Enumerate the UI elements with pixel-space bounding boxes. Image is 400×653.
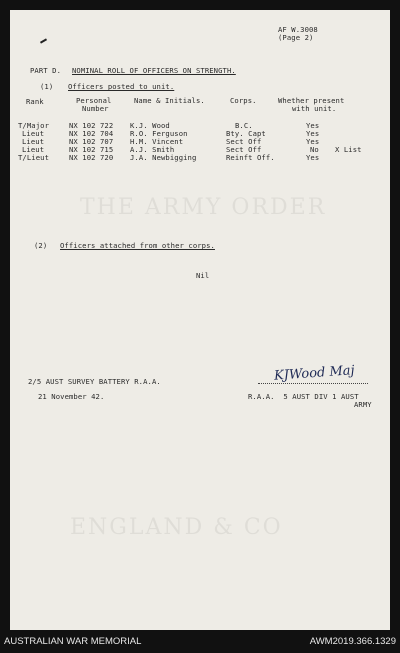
org-line1: R.A.A. 5 AUST DIV 1 AUST xyxy=(248,392,359,401)
row-corps: Sect Off xyxy=(226,137,262,146)
row-name: H.M. Vincent xyxy=(130,137,184,146)
row-number: NX 102 715 xyxy=(69,145,114,154)
signature: KJWood Maj xyxy=(273,363,356,384)
row-present: Yes xyxy=(306,137,320,146)
row-rank: Lieut xyxy=(22,137,45,146)
section1-number: (1) xyxy=(40,82,54,91)
document-date: 21 November 42. xyxy=(38,392,105,401)
row-rank: T/Major xyxy=(18,121,49,130)
org-line2: ARMY xyxy=(354,400,372,409)
row-number: NX 102 704 xyxy=(69,129,114,138)
row-present: Yes xyxy=(306,121,320,130)
section2-value: Nil xyxy=(196,271,210,280)
row-name: A.J. Smith xyxy=(130,145,175,154)
form-code: AF W.3008 xyxy=(278,25,318,34)
section1-title: Officers posted to unit. xyxy=(68,82,175,91)
header-personal: Personal xyxy=(76,96,112,105)
footer-accession: AWM2019.366.1329 xyxy=(309,636,396,647)
row-number: NX 102 720 xyxy=(69,153,114,162)
row-number: NX 102 707 xyxy=(69,137,114,146)
row-name: K.J. Wood xyxy=(130,121,170,130)
header-number: Number xyxy=(82,104,109,113)
row-corps: B.C. xyxy=(235,121,253,130)
part-title: NOMINAL ROLL OF OFFICERS ON STRENGTH. xyxy=(72,66,236,75)
header-with-unit: with unit. xyxy=(292,104,337,113)
watermark-lower: ENGLAND & CO xyxy=(70,515,283,540)
section2-number: (2) xyxy=(34,241,48,250)
row-rank: Lieut xyxy=(22,129,45,138)
row-present: No xyxy=(310,145,319,154)
watermark: THE ARMY ORDER xyxy=(80,195,327,220)
row-rank: Lieut xyxy=(22,145,45,154)
row-note: X List xyxy=(335,145,362,154)
header-rank: Rank xyxy=(26,97,44,106)
row-present: Yes xyxy=(306,129,320,138)
header-corps: Corps. xyxy=(230,96,257,105)
row-name: J.A. Newbigging xyxy=(130,153,197,162)
row-corps: Reinft Off. xyxy=(226,153,275,162)
form-page: (Page 2) xyxy=(278,33,314,42)
unit-name: 2/5 AUST SURVEY BATTERY R.A.A. xyxy=(28,377,161,386)
row-corps: Sect Off xyxy=(226,145,262,154)
header-present: Whether present xyxy=(278,96,345,105)
footer-bar xyxy=(0,630,400,653)
row-corps: Bty. Capt xyxy=(226,129,266,138)
section2-title: Officers attached from other corps. xyxy=(60,241,215,250)
ink-mark xyxy=(40,38,47,43)
header-name: Name & Initials. xyxy=(134,96,205,105)
part-label: PART D. xyxy=(30,66,61,75)
row-name: R.O. Ferguson xyxy=(130,129,188,138)
footer-source: AUSTRALIAN WAR MEMORIAL xyxy=(4,636,142,647)
row-number: NX 102 722 xyxy=(69,121,114,130)
document-page xyxy=(10,10,390,630)
row-rank: T/Lieut xyxy=(18,153,49,162)
row-present: Yes xyxy=(306,153,320,162)
